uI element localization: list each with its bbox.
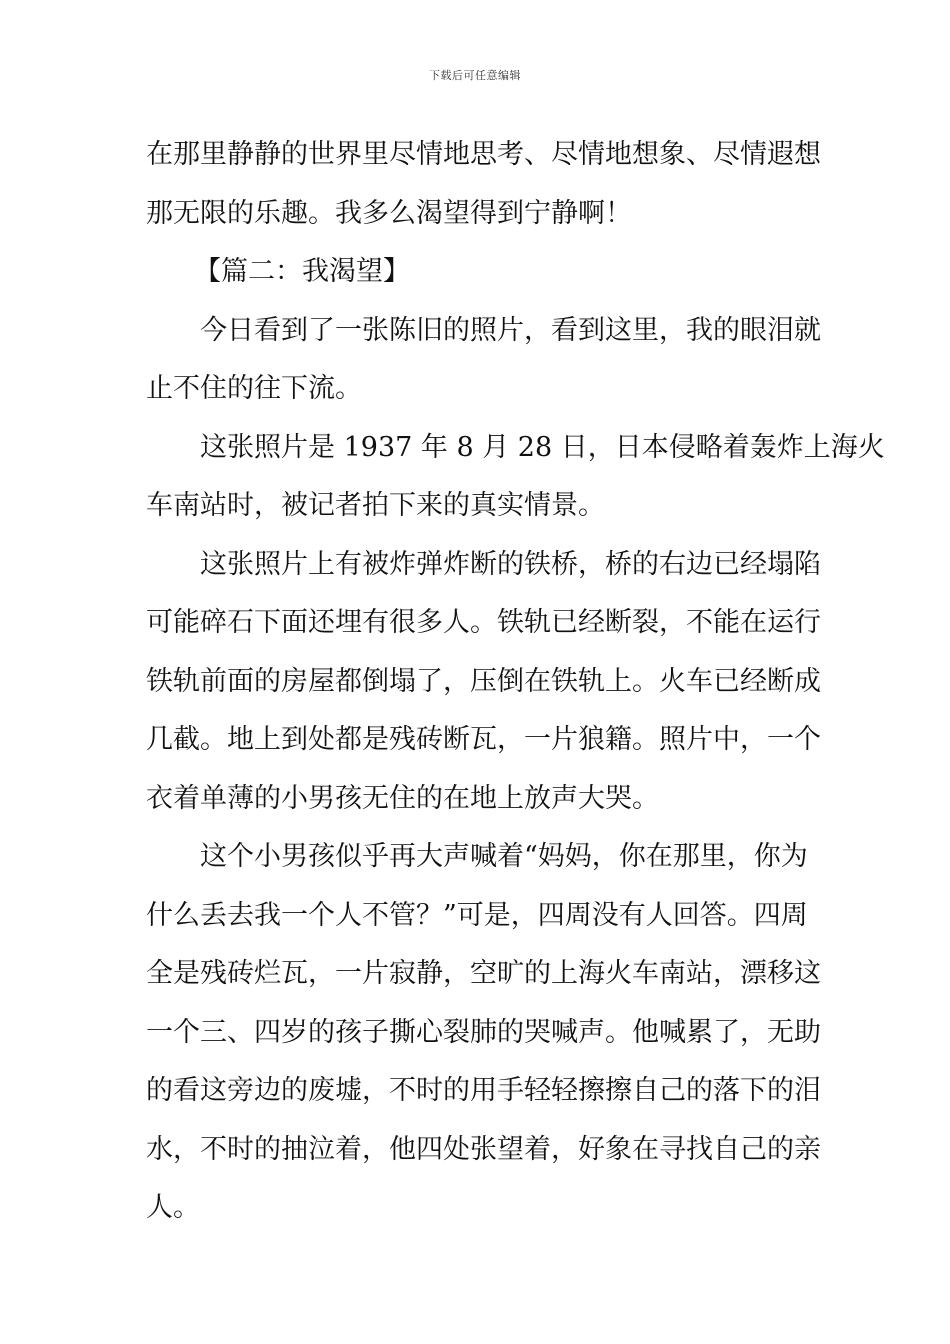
- text-line: 在那里静静的世界里尽情地思考、尽情地想象、尽情遐想: [146, 139, 821, 170]
- text-line: 车南站时，被记者拍下来的真实情景。: [146, 490, 605, 521]
- paragraph-start-line: 这张照片是 1937 年 8 月 28 日，日本侵略着轰炸上海火: [200, 431, 885, 463]
- paragraph-start-line: 今日看到了一张陈旧的照片，看到这里，我的眼泪就: [200, 314, 821, 346]
- text-line: 一个三、四岁的孩子撕心裂肺的哭喊声。他喊累了，无助: [146, 1016, 821, 1048]
- text-line: 可能碎石下面还埋有很多人。铁轨已经断裂，不能在运行: [146, 607, 821, 638]
- paragraph-start-line: 这个小男孩似乎再大声喊着“妈妈，你在那里，你为: [200, 841, 808, 872]
- text-line: 什么丢去我一个人不管？”可是，四周没有人回答。四周: [146, 899, 808, 931]
- text-line: 止不住的往下流。: [146, 373, 362, 404]
- document-body: [146, 126, 885, 1238]
- text-line: 水，不时的抽泣着，他四处张望着，好象在寻找自己的亲: [146, 1133, 821, 1165]
- text-line: 全是残砖烂瓦，一片寂静，空旷的上海火车南站，漂移这: [146, 958, 821, 989]
- text-line: 人。: [146, 1192, 200, 1223]
- text-line: 铁轨前面的房屋都倒塌了，压倒在铁轨上。火车已经断成: [146, 665, 821, 697]
- page-header: 下载后可任意编辑: [429, 69, 521, 82]
- text-line: 那无限的乐趣。我多么渴望得到宁静啊！: [146, 197, 632, 229]
- text-line: 的看这旁边的废墟，不时的用手轻轻擦擦自己的落下的泪: [146, 1075, 821, 1106]
- paragraph-start-line: 这张照片上有被炸弹炸断的铁桥，桥的右边已经塌陷: [200, 548, 821, 580]
- text-line: 衣着单薄的小男孩无住的在地上放声大哭。: [146, 782, 659, 814]
- text-line: 几截。地上到处都是残砖断瓦，一片狼籍。照片中，一个: [146, 724, 821, 755]
- section-title: 【篇二：我渴望】: [194, 256, 410, 287]
